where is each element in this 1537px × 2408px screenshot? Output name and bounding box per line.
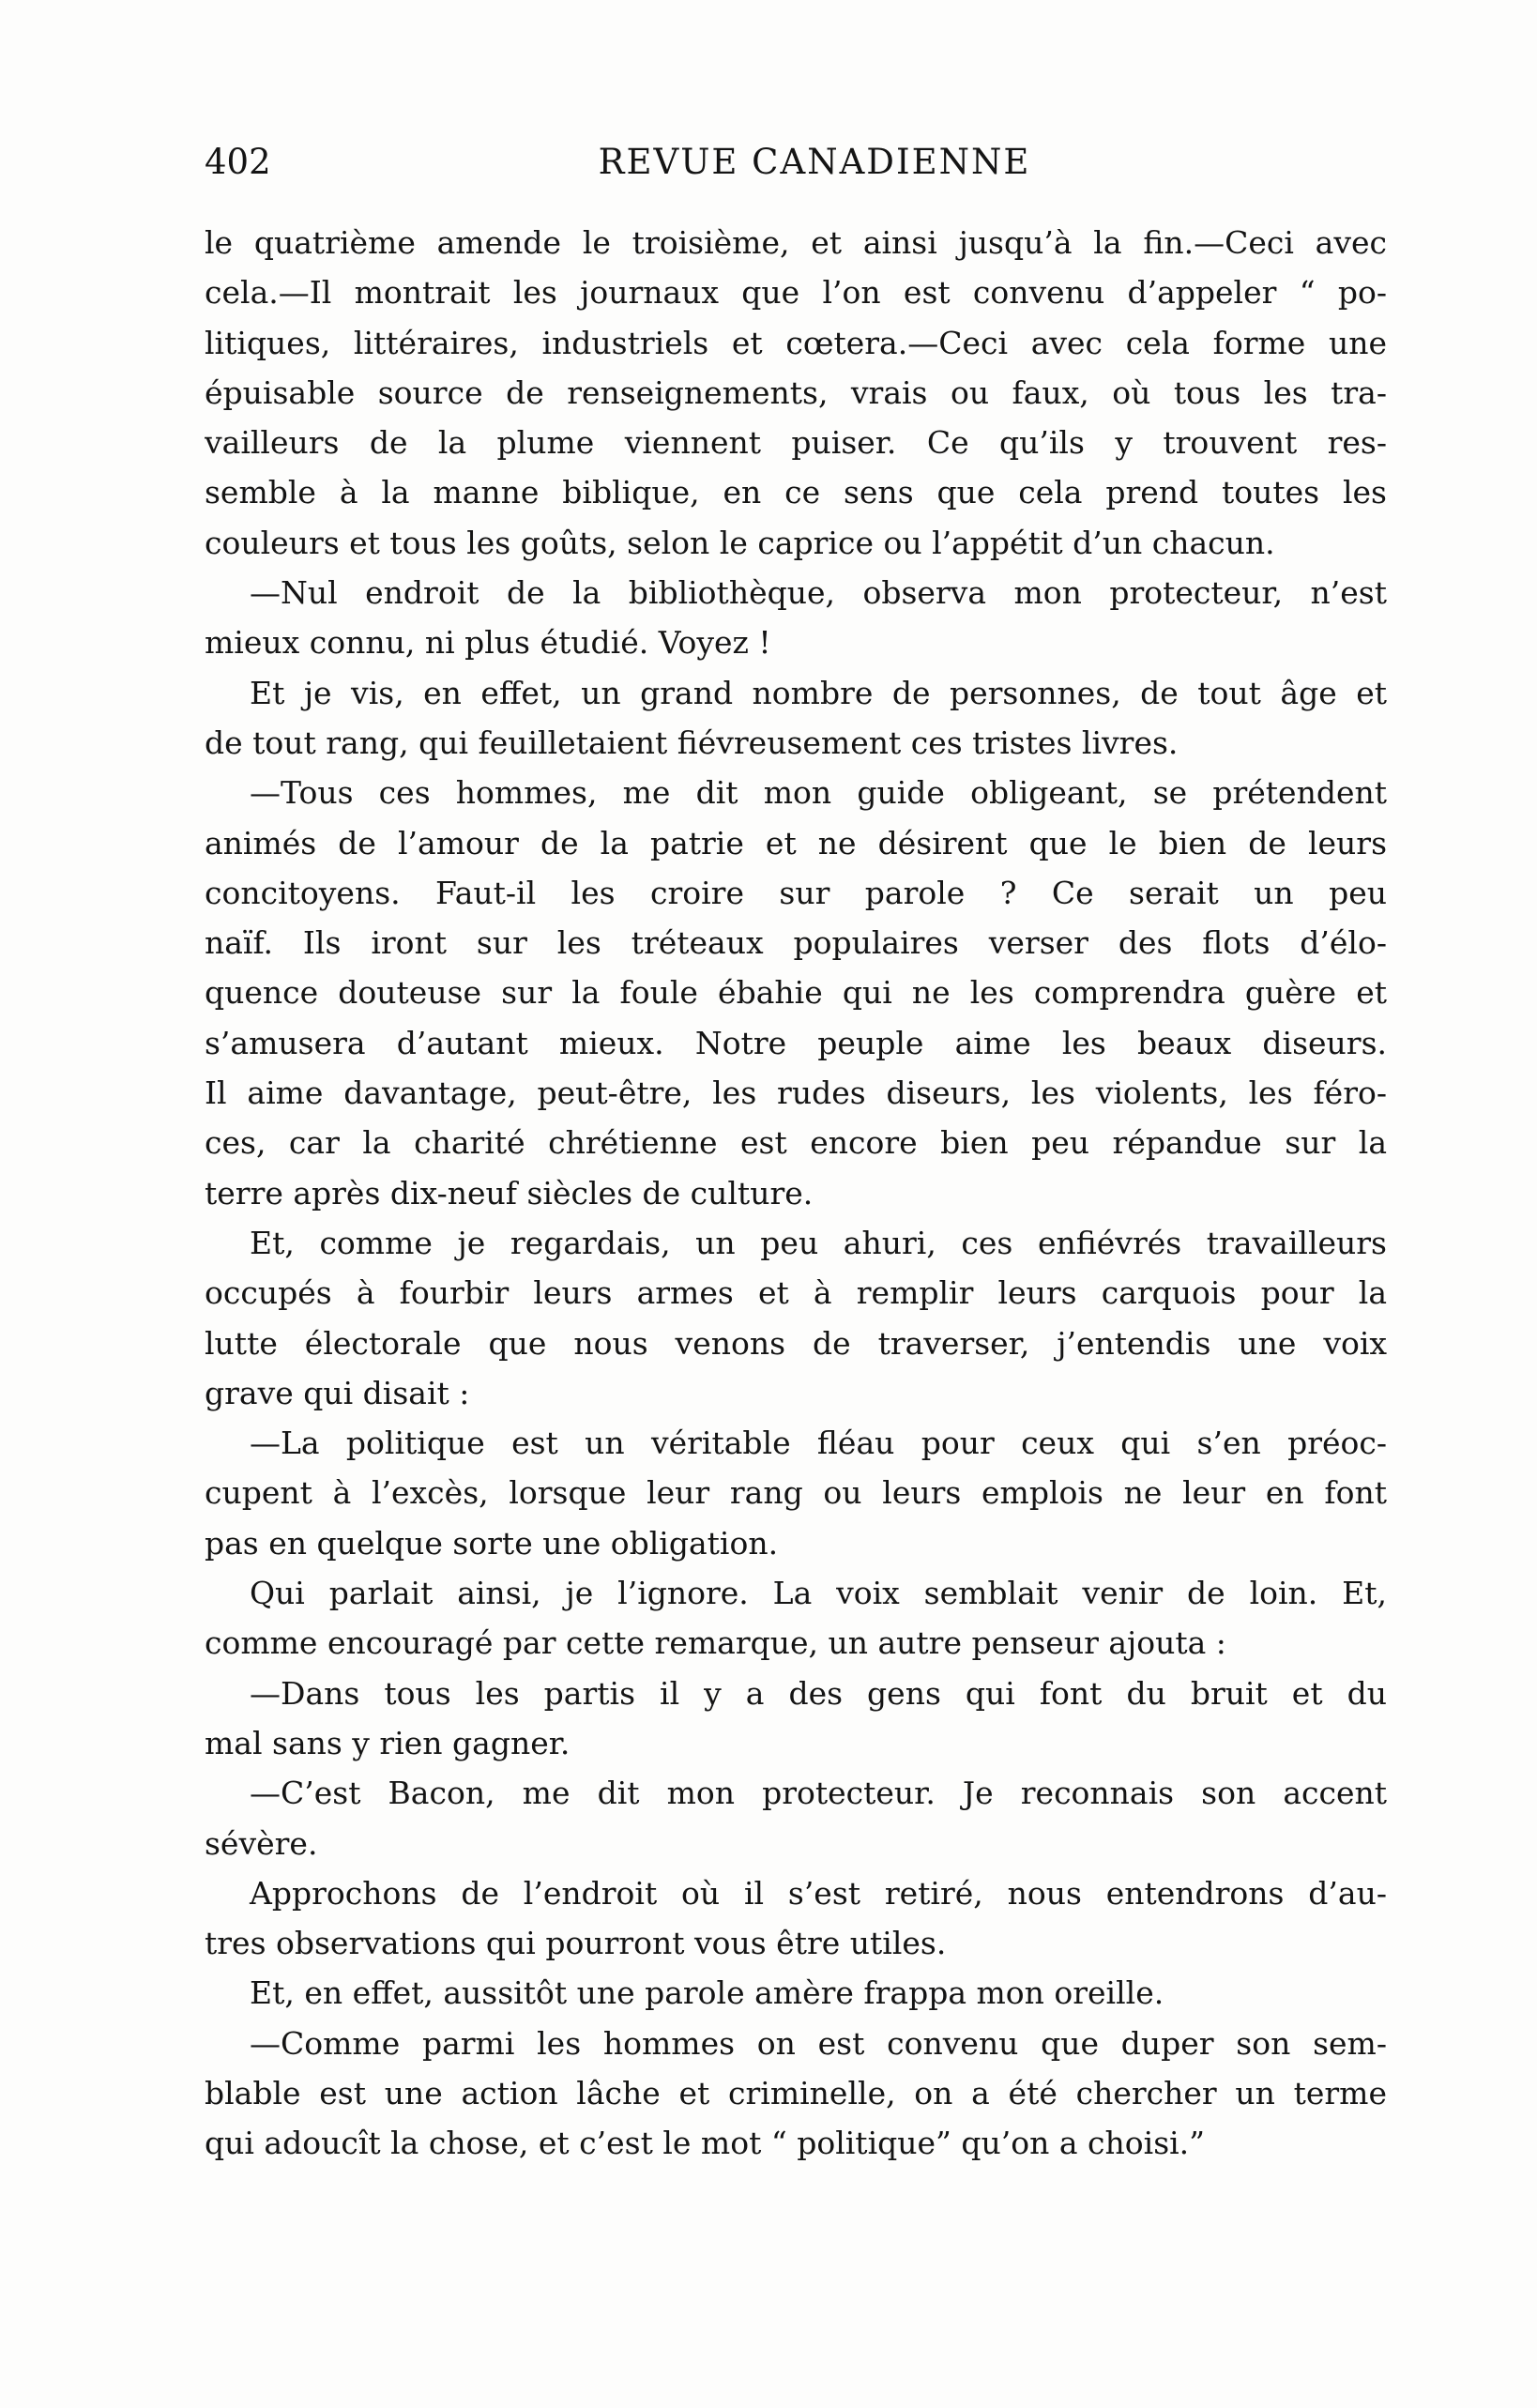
text-line: ces, car la charité chrétienne est encore bien peu répandue sur la [205, 1124, 1387, 1162]
text-line: —Comme parmi les hommes on est convenu que duper son sem- [250, 2024, 1387, 2062]
paragraph [205, 1418, 1387, 1568]
text-line: Et, en effet, aussitôt une parole amère frappa mon oreille. [250, 1974, 1164, 2012]
text-line: grave qui disait : [205, 1374, 470, 1411]
text-line: de tout rang, qui feuilletaient fiévreusement ces tristes livres. [205, 724, 1179, 761]
text-line: concitoyens. Faut-il les croire sur parole ? Ce serait un peu [205, 874, 1387, 911]
text-line: comme encouragé par cette remarque, un autre penseur ajouta : [205, 1624, 1226, 1662]
text-line: occupés à fourbir leurs armes et à remplir leurs carquois pour la [205, 1274, 1387, 1312]
running-title: REVUE CANADIENNE [598, 142, 1031, 182]
text-line: Et, comme je regardais, un peu ahuri, ces enfiévrés travailleurs [250, 1224, 1387, 1261]
text-line: —Nul endroit de la bibliothèque, observa mon protecteur, n’est [250, 574, 1387, 612]
text-line: blable est une action lâche et criminelle, on a été chercher un terme [205, 2074, 1387, 2111]
text-line: tres observations qui pourront vous être utiles. [205, 1925, 947, 1962]
paragraph [205, 1768, 1387, 1868]
text-line: vailleurs de la plume viennent puiser. Ce qu’ils y trouvent res- [205, 424, 1387, 462]
text-line: Il aime davantage, peut-être, les rudes diseurs, les violents, les féro- [205, 1074, 1387, 1112]
text-line: —La politique est un véritable fléau pour ceux qui s’en préoc- [250, 1425, 1387, 1462]
text-line: cupent à l’excès, lorsque leur rang ou leurs emplois ne leur en font [205, 1474, 1387, 1512]
paragraph [205, 668, 1387, 769]
page-number: 402 [205, 142, 271, 182]
paragraph [205, 568, 1387, 668]
page-header [205, 139, 1387, 195]
text-line: semble à la manne biblique, en ce sens que cela prend toutes les [205, 474, 1387, 511]
text-line: —C’est Bacon, me dit mon protecteur. Je reconnais son accent [250, 1775, 1387, 1812]
paragraph [205, 218, 1387, 568]
text-line: épuisable source de renseignements, vrais ou faux, où tous les tra- [205, 373, 1387, 411]
text-line: cela.—Il montrait les journaux que l’on est convenu d’appeler “ po- [205, 274, 1387, 312]
body-text [205, 218, 1387, 2169]
text-line: quence douteuse sur la foule ébahie qui ne les comprendra guère et [205, 974, 1387, 1012]
paragraph [205, 1868, 1387, 1969]
text-line: pas en quelque sorte une obligation. [205, 1524, 779, 1562]
text-line: mieux connu, ni plus étudié. Voyez ! [205, 624, 771, 662]
text-line: mal sans y rien gagner. [205, 1724, 571, 1761]
text-line: sévère. [205, 1824, 318, 1862]
text-line: Qui parlait ainsi, je l’ignore. La voix semblait venir de loin. Et, [250, 1575, 1387, 1612]
text-line: couleurs et tous les goûts, selon le caprice ou l’appétit d’un chacun. [205, 524, 1275, 561]
paragraph [205, 1218, 1387, 1418]
text-line: —Dans tous les partis il y a des gens qui font du bruit et du [250, 1674, 1387, 1712]
paragraph [205, 768, 1387, 1218]
paragraph [205, 2019, 1387, 2169]
text-line: —Tous ces hommes, me dit mon guide obligeant, se prétendent [250, 774, 1387, 812]
paragraph [205, 1568, 1387, 1669]
text-line: naïf. Ils iront sur les tréteaux populaires verser des flots d’élo- [205, 924, 1387, 962]
text-line: lutte électorale que nous venons de traverser, j’entendis une voix [205, 1324, 1387, 1362]
text-line: litiques, littéraires, industriels et cœtera.—Ceci avec cela forme une [205, 324, 1387, 361]
text-line: s’amusera d’autant mieux. Notre peuple aime les beaux diseurs. [205, 1024, 1387, 1061]
text-line: terre après dix-neuf siècles de culture. [205, 1174, 814, 1212]
paragraph [205, 1669, 1387, 1769]
text-line: Approchons de l’endroit où il s’est retiré, nous entendrons d’au- [250, 1874, 1387, 1912]
text-line: animés de l’amour de la patrie et ne désirent que le bien de leurs [205, 824, 1387, 861]
text-line: le quatrième amende le troisième, et ainsi jusqu’à la fin.—Ceci avec [205, 224, 1387, 261]
paragraph [205, 1968, 1387, 2018]
text-line: Et je vis, en effet, un grand nombre de personnes, de tout âge et [250, 674, 1387, 711]
text-line: qui adoucît la chose, et c’est le mot “ politique” qu’on a choisi.” [205, 2125, 1206, 2162]
